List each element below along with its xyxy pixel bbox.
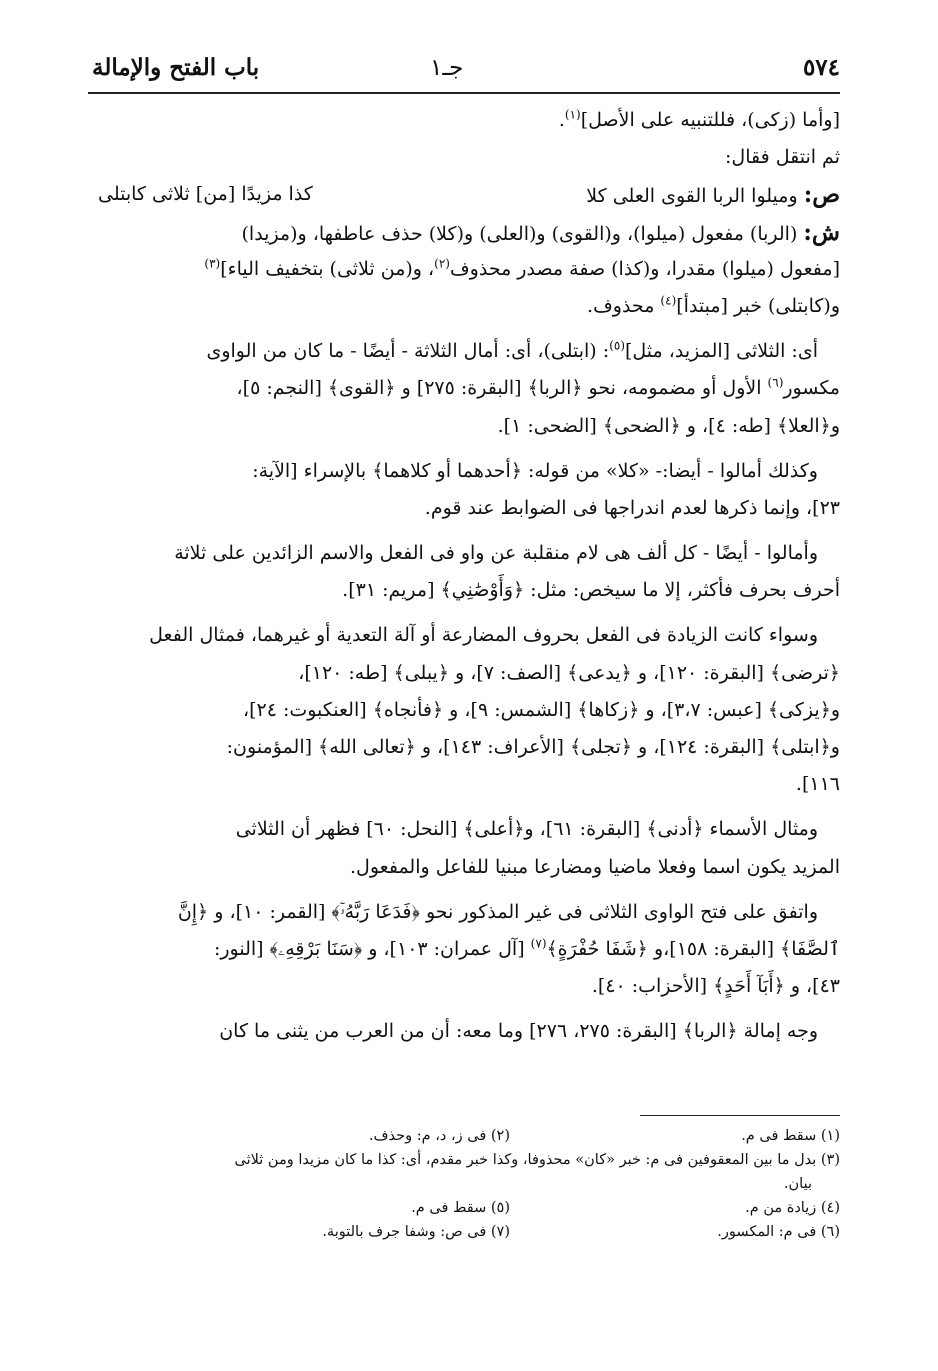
footnote-row — [100, 1172, 840, 1196]
text-line: ثم انتقل فقال: — [724, 146, 840, 169]
text-line: وكذلك أمالوا - أيضا:- «كلا» من قوله: ﴿أحدهما أو كلاهما﴾ بالإسراء [الآية: — [252, 459, 818, 482]
footnotes — [100, 1124, 840, 1244]
text-line: و﴿العلا﴾ [طه: ٤]، و ﴿الضحى﴾ [الضحى: ١]. — [497, 414, 840, 437]
footnote-ref: (١) — [564, 107, 581, 122]
text-line: أحرف بحرف فأكثر، إلا ما سيخص: مثل: ﴿وَأَوْصَٰنِي﴾ [مريم: ٣١]. — [342, 579, 840, 602]
header-divider — [88, 92, 840, 94]
text-line: و﴿ابتلى﴾ [البقرة: ١٢٤]، و ﴿تجلى﴾ [الأعراف: ١٤٣]، و ﴿تعالى الله﴾ [المؤمنون: — [226, 736, 840, 758]
text-line: و﴿يزكى﴾ [عبس: ٣،٧]، و ﴿زكاها﴾ [الشمس: ٩]، و ﴿فأنجاه﴾ [العنكبوت: ٢٤]، — [242, 698, 840, 721]
text-line: وجه إمالة ﴿الربا﴾ [البقرة: ٢٧٥، ٢٧٦] وما معه: أن من العرب من يثنى ما كان — [219, 1020, 818, 1043]
footnote-6: (٦) فى م: المكسور. — [717, 1224, 840, 1240]
commentary-marker: ش: — [803, 218, 840, 246]
main-text — [98, 102, 840, 1051]
footnote-divider — [640, 1115, 840, 1116]
text-line: ومثال الأسماء ﴿أدنى﴾ [البقرة: ٦١]، و﴿أعلى﴾ [النحل: ٦٠] فظهر أن الثلاثى — [235, 818, 818, 841]
text-line: أى: الثلاثى [المزيد، مثل]$^{(٥)}$: (ابتلى)، أى: أمال الثلاثة - أيضًا - ما كان من الواوى — [206, 338, 818, 363]
footnote-3: (٣) بدل ما بين المعقوفين فى م: خبر «كان» محذوفا، وكذا خبر مقدم، أى: كذا ما كان مزيدا ومن ثلاثى — [234, 1152, 840, 1168]
footnote-ref: (٧) — [530, 936, 547, 951]
text-line: و(كابتلى) خبر [مبتدأ]$^{(٤)}$ محذوف. — [587, 293, 840, 317]
footnote-ref: (٣) — [204, 256, 221, 271]
footnote-row — [100, 1124, 840, 1148]
footnote-1: (١) سقط فى م. — [741, 1128, 840, 1144]
commentary-line: ش: (الربا) مفعول (ميلوا)، و(القوى) و(العلى) و(كلا) حذف عاطفها، و(مزيدا) — [241, 218, 840, 246]
footnote-2: (٢) فى ز، د، م: وحذف. — [368, 1128, 510, 1144]
text-line: ١١٦]. — [795, 773, 840, 796]
footnote-ref: (٥) — [609, 338, 625, 353]
footnote-ref: (٢) — [434, 256, 450, 271]
text-line: واتفق على فتح الواوى الثلاثى فى غير المذكور نحو ﴿فَدَعَا رَبَّهُۥٓ﴾ [القمر: ١٠]، و ﴿إِنَّ — [177, 900, 818, 923]
text-line: [وأما (زكى)، فللتنبيه على الأصل]$^{(١)}$. — [558, 107, 840, 131]
footnote-ref: (٦) — [767, 375, 784, 390]
footnote-ref: (٤) — [660, 293, 677, 308]
footnote-5: (٥) سقط فى م. — [411, 1200, 510, 1216]
text-line: [مفعول (ميلوا) مقدرا، و(كذا) صفة مصدر محذوف$^{(٢)}$، و(من ثلاثى) بتخفيف الياء]$^{(٣)}$ — [204, 256, 840, 280]
footnote-row — [100, 1196, 840, 1220]
text-line: مكسور$^{(٦)}$ الأول أو مضمومه، نحو ﴿الربا﴾ [البقرة: ٢٧٥] و ﴿القوى﴾ [النجم: ٥]، — [236, 375, 840, 400]
text-line: المزيد يكون اسما وفعلا ماضيا ومضارعا مبنيا للفاعل والمفعول. — [350, 855, 840, 878]
text-line: وأمالوا - أيضًا - كل ألف هى لام منقلبة عن واو فى الفعل والاسم الزائدين على ثلاثة — [174, 542, 818, 565]
verse-second-half: كذا مزيدًا [من] ثلاثى كابتلى — [98, 183, 313, 206]
footnote-7: (٧) فى ص: وشفا جرف بالتوبة. — [322, 1224, 510, 1240]
footnote-3-continuation: بيان. — [783, 1176, 812, 1192]
text-line: وسواء كانت الزيادة فى الفعل بحروف المضارعة أو آلة التعدية أو غيرهما، فمثال الفعل — [149, 624, 818, 647]
text-line: ٤٣]، و ﴿أَبَآ أَحَدٍ﴾ [الأحزاب: ٤٠]. — [591, 975, 840, 998]
text-line: ٱلصَّفَا﴾ [البقرة: ١٥٨]،و ﴿شَفَا حُفْرَةٍ﴾$^{(٧)}$ [آل عمران: ١٠٣]، و ﴿سَنَا بَرْقِهِۦ﴾ [النور: — [213, 936, 840, 960]
text-line: ﴿ترضى﴾ [البقرة: ١٢٠]، و ﴿يدعى﴾ [الصف: ٧]، و ﴿يبلى﴾ [طه: ١٢٠]، — [298, 661, 840, 684]
volume-label: جـ١ — [430, 55, 464, 81]
chapter-title: باب الفتح والإمالة — [92, 54, 260, 81]
footnote-4: (٤) زيادة من م. — [745, 1200, 840, 1216]
footnote-row — [100, 1220, 840, 1244]
text-line: ٢٣]، وإنما ذكرها لعدم اندراجها فى الضوابط عند قوم. — [424, 496, 840, 519]
footnote-row — [100, 1148, 840, 1172]
verse-first-half: ص: وميلوا الربا القوى العلى كلا — [586, 181, 840, 209]
verse-marker: ص: — [803, 181, 840, 209]
poem-verse — [98, 176, 840, 213]
page-number: ٥٧٤ — [802, 54, 840, 81]
